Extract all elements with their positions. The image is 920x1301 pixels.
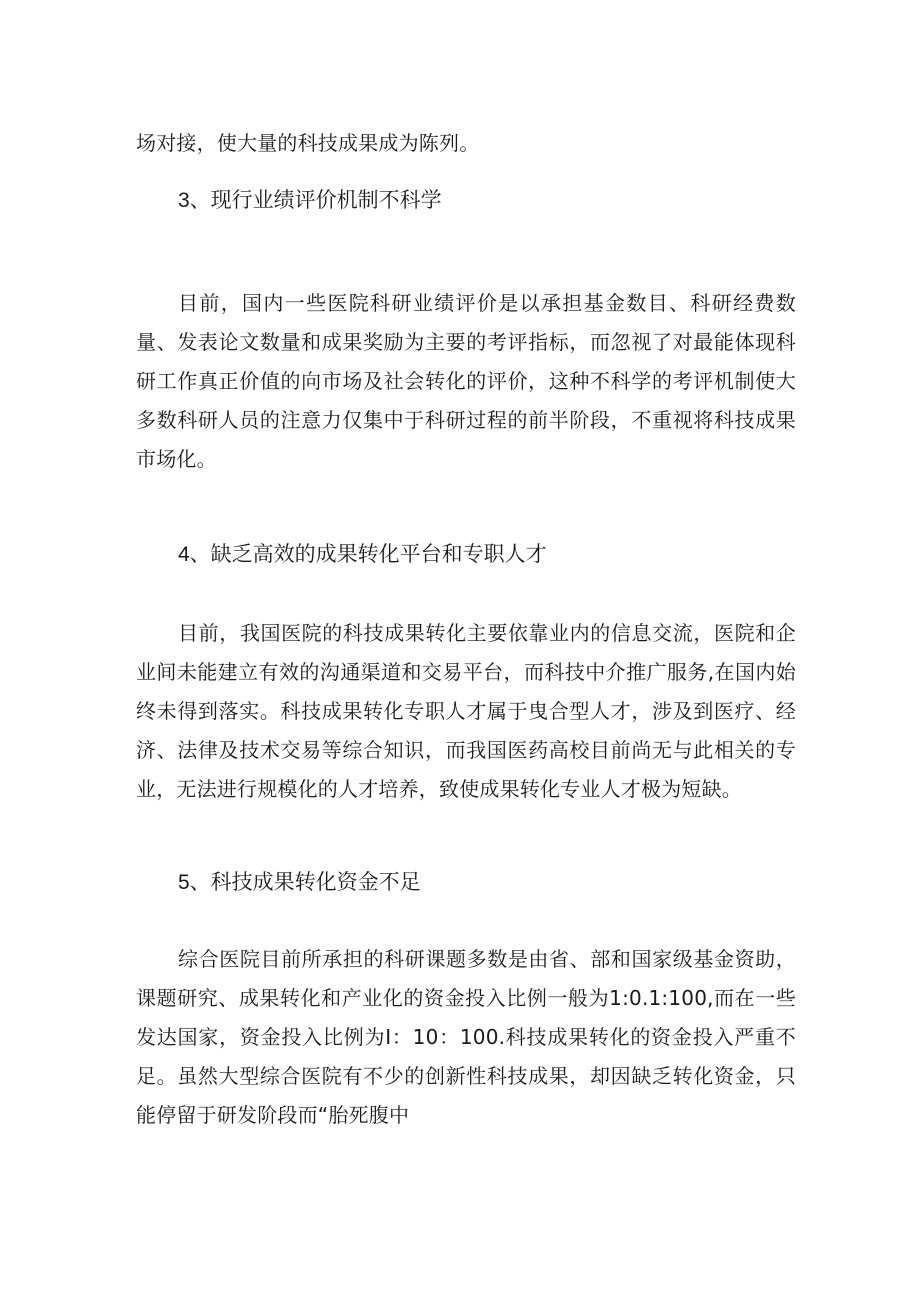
section-5-heading: 5、科技成果转化资金不足 bbox=[178, 871, 421, 894]
section-3-body: 目前，国内一些医院科研业绩评价是以承担基金数目、科研经费数量、发表论文数量和成果奖励为主要的考评指标，而忽视了对最能体现科研工作真正价值的向市场及社会转化的评价，这种不科学的考评机制使大多数科研人员的注意力仅集中于科研过程的前半阶段，不重视将科技成果市场化。 bbox=[136, 291, 796, 471]
section-3-heading: 3、现行业绩评价机制不科学 bbox=[178, 189, 442, 212]
section-4-heading: 4、缺乏高效的成果转化平台和专职人才 bbox=[178, 543, 547, 566]
intro-paragraph-tail: 场对接，使大量的科技成果成为陈列。 bbox=[136, 131, 480, 155]
section-5-body: 综合医院目前所承担的科研课题多数是由省、部和国家级基金资助，课题研究、成果转化和产业化的资金投入比例一般为1:0.1:100,而在一些发达国家，资金投入比例为I：10：100.科技成果转化的资金投入严重不足。虽然大型综合医院有不少的创新性科技成果，却因缺乏转化资金，只能停留于研发阶段而“胎死腹中 bbox=[136, 947, 796, 1127]
section-4-body: 目前，我国医院的科技成果转化主要依靠业内的信息交流，医院和企业间未能建立有效的沟通渠道和交易平台，而科技中介推广服务,在国内始终未得到落实。科技成果转化专职人才属于曳合型人才，涉及到医疗、经济、法律及技术交易等综合知识，而我国医药高校目前尚无与此相关的专业，无法进行规模化的人才培养，致使成果转化专业人才极为短缺。 bbox=[136, 621, 796, 801]
